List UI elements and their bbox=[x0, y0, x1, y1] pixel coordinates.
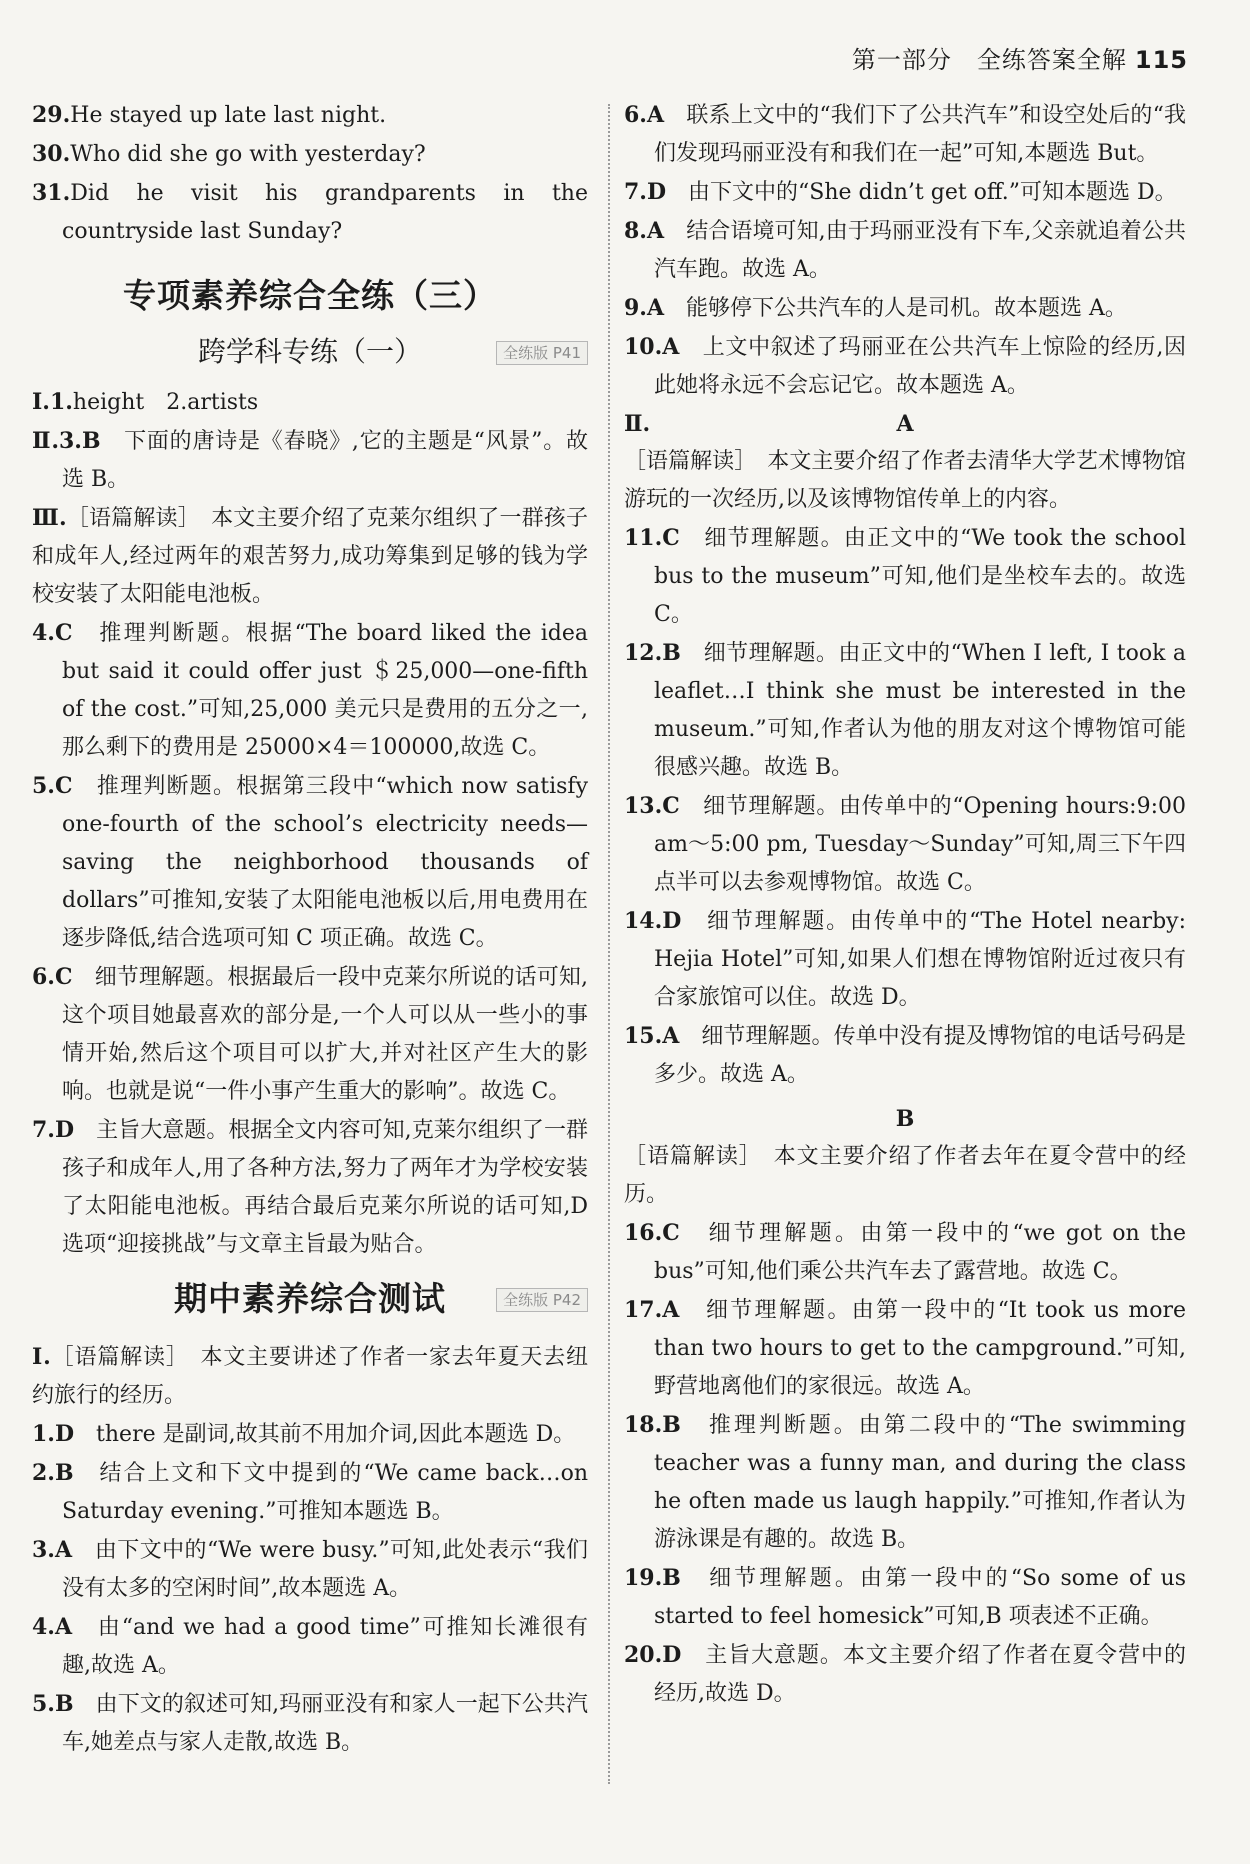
section-2-answers bbox=[32, 1338, 588, 1762]
answer-item: 2.B 结合上文和下文中提到的“We came back…on Saturday evening.”可推知本题选 B。 bbox=[32, 1460, 588, 1524]
page-reference-tag: 全练版 P41 bbox=[496, 341, 588, 365]
section-1-answers bbox=[32, 383, 588, 1264]
answer-item: 7.D 主旨大意题。根据全文内容可知,克莱尔组织了一群孩子和成年人,用了各种方法,努力了两年才为学校安装了太阳能电池板。再结合最后克莱尔所说的话可知,D 选项“迎接挑战”与文章主旨最为贴合。 bbox=[32, 1117, 588, 1257]
answer-item: 16.C 细节理解题。由第一段中的“we got on the bus”可知,他们乘公共汽车去了露营地。故选 C。 bbox=[624, 1220, 1186, 1284]
answer-item: 5.C 推理判断题。根据第三段中“which now satisfy one-fourth of the school’s electricity needs—saving the neighborhood thousands of dollars”可推知,安装了太阳能电池板以后,用电费用在逐步降低,结合选项可知 C 项正确。故选 C。 bbox=[32, 773, 588, 951]
answers-6-10 bbox=[624, 96, 1186, 405]
answers-29-31 bbox=[32, 96, 588, 251]
answer-item: 4.C 推理判断题。根据“The board liked the idea but said it could offer just ＄25,000—one-fifth of the cost.”可知,25,000 美元只是费用的五分之一,那么剩下的费用是 25000×4＝100000,故选 C。 bbox=[32, 620, 588, 760]
answer-item: 13.C 细节理解题。由传单中的“Opening hours:9:00 am～5:00 pm, Tuesday～Sunday”可知,周三下午四点半可以去参观博物馆。故选 C。 bbox=[624, 793, 1186, 895]
passage-a-intro: ［语篇解读］ 本文主要介绍了作者去清华大学艺术博物馆游玩的一次经历,以及该博物馆传单上的内容。 bbox=[624, 449, 1186, 512]
answer-item: 31.Did he visit his grandparents in the countryside last Sunday? bbox=[32, 180, 588, 244]
answer-item: 6.A 联系上文中的“我们下了公共汽车”和设空处后的“我们发现玛丽亚没有和我们在一起”可知,本题选 But。 bbox=[624, 102, 1186, 166]
section-title-2: 期中素养综合测试 bbox=[174, 1279, 446, 1318]
section-title: 第一部分 全练答案全解 bbox=[851, 46, 1127, 74]
answer-item: 20.D 主旨大意题。本文主要介绍了作者在夏令营中的经历,故选 D。 bbox=[624, 1642, 1186, 1706]
subsection-header bbox=[32, 329, 588, 381]
passage-b-label: B bbox=[895, 1106, 915, 1132]
answer-item: 17.A 细节理解题。由第一段中的“It took us more than two hours to get to the campground.”可知,野营地离他们的家很远。故选 A。 bbox=[624, 1297, 1186, 1399]
subsection-title: 跨学科专练（一） bbox=[197, 335, 422, 368]
answer-item: 10.A 上文中叙述了玛丽亚在公共汽车上惊险的经历,因此她将永远不会忘记它。故本题选 A。 bbox=[624, 334, 1186, 398]
answer-item: 5.B 由下文的叙述可知,玛丽亚没有和家人一起下公共汽车,她差点与家人走散,故选 B。 bbox=[32, 1691, 588, 1755]
page-reference-tag: 全练版 P42 bbox=[496, 1288, 588, 1312]
answer-item: Ⅱ.3.B 下面的唐诗是《春晓》,它的主题是“风景”。故选 B。 bbox=[32, 428, 588, 492]
answer-item: 8.A 结合语境可知,由于玛丽亚没有下车,父亲就追着公共汽车跑。故选 A。 bbox=[624, 218, 1186, 282]
answer-item: 7.D 由下文中的“She didn’t get off.”可知本题选 D。 bbox=[624, 179, 1177, 205]
section-header-2 bbox=[32, 1276, 588, 1338]
answer-item: 11.C 细节理解题。由正文中的“We took the school bus to the museum”可知,他们是坐校车去的。故选 C。 bbox=[624, 525, 1186, 627]
answer-item: 3.A 由下文中的“We were busy.”可知,此处表示“我们没有太多的空闲时间”,故本题选 A。 bbox=[32, 1537, 588, 1601]
answer-item: 1.D there 是副词,故其前不用加介词,因此本题选 D。 bbox=[32, 1421, 576, 1447]
left-column bbox=[32, 96, 588, 1762]
passage-b-intro: ［语篇解读］ 本文主要介绍了作者去年在夏令营中的经历。 bbox=[624, 1144, 1186, 1207]
page-number: 115 bbox=[1134, 46, 1188, 74]
answer-item: Ⅰ.［语篇解读］ 本文主要讲述了作者一家去年夏天去纽约旅行的经历。 bbox=[32, 1344, 588, 1408]
answer-item: 14.D 细节理解题。由传单中的“The Hotel nearby: Hejia Hotel”可知,如果人们想在博物馆附近过夜只有合家旅馆可以住。故选 D。 bbox=[624, 908, 1186, 1010]
answer-item: 30.Who did she go with yesterday? bbox=[32, 141, 426, 167]
answer-item: Ⅰ.1.height 2.artists bbox=[32, 389, 259, 415]
answer-item: 4.A 由“and we had a good time”可推知长滩很有趣,故选 A。 bbox=[32, 1614, 588, 1678]
column-divider bbox=[608, 104, 610, 1784]
passage-a-label: A bbox=[896, 411, 914, 437]
answer-item: 18.B 推理判断题。由第二段中的“The swimming teacher was a funny man, and during the class he often made us laugh happily.”可推知,作者认为游泳课是有趣的。故选 B。 bbox=[624, 1412, 1186, 1552]
answer-item: 6.C 细节理解题。根据最后一段中克莱尔所说的话可知,这个项目她最喜欢的部分是,一个人可以从一些小的事情开始,然后这个项目可以扩大,并对社区产生大的影响。也就是说“一件小事产生重大的影响”。故选 C。 bbox=[32, 964, 588, 1104]
answer-item: 19.B 细节理解题。由第一段中的“So some of us started to feel homesick”可知,B 项表述不正确。 bbox=[624, 1565, 1186, 1629]
page-header bbox=[852, 40, 1188, 75]
answer-item: 9.A 能够停下公共汽车的人是司机。故本题选 A。 bbox=[624, 295, 1127, 321]
answer-item: 15.A 细节理解题。传单中没有提及博物馆的电话号码是多少。故选 A。 bbox=[624, 1023, 1186, 1087]
answers-11-15 bbox=[624, 519, 1186, 1094]
answers-16-20 bbox=[624, 1214, 1186, 1713]
section-title-1: 专项素养综合全练（三） bbox=[123, 276, 497, 315]
answer-item: 12.B 细节理解题。由正文中的“When I left, I took a leaflet…I think she must be interested in the museum.”可知,作者认为他的朋友对这个博物馆可能很感兴趣。故选 B。 bbox=[624, 640, 1186, 780]
answer-item: Ⅲ.［语篇解读］ 本文主要介绍了克莱尔组织了一群孩子和成年人,经过两年的艰苦努力,成功筹集到足够的钱为学校安装了太阳能电池板。 bbox=[32, 505, 588, 607]
right-column: 6.A 联系上文中的“我们下了公共汽车”和设空处后的“我们发现玛丽亚没有和我们在一起”可知,本题选 But。 7.D 由下文中的“She didn’t get off.”可知本题选 D。 8.A 结合语境可知,由于玛丽亚没有下车,父亲就追着公共汽车跑。故选 A。 9.A 能够停下公共汽车的人是司机。故本题选 A。 10.A 上文中叙述了玛丽亚在公共汽车上惊险的经历,因此她将永远不会忘记它。故本题选 A。 Ⅱ. A ［语篇解读］ 本文主要介绍了作者去清华大学艺术博物馆游玩的一次经历,以及该博物馆传单上的内容。 11.C 细节理解题。由正文中的“We took the school bus to the museum”可知,他们是坐校车去的。故选 C。 12.B 细节理解题。由正文中的“When I left, I took a leaflet…I think she must be interested in the museum.”可知,作者认为他的朋友对这个博物馆可能很感兴趣。故选 B。 13.C 细节理解题。由传单中的“Opening hours:9:00 am～5:00 pm, Tuesday～Sunday”可知,周三下午四点半可以去参观博物馆。故选 C。 14.D 细节理解题。由传单中的“The Hotel nearby: Hejia Hotel”可知,如果人们想在博物馆附近过夜只有合家旅馆可以住。故选 D。 15.A 细节理解题。传单中没有提及博物馆的电话号码是多少。故选 A。 B ［语篇解读］ 本文主要介绍了作者去年在夏令营中的经历。 16.C 细节理解题。由第一段中的“we got on the bus”可知,他们乘公共汽车去了露营地。故选 C。 17.A 细节理解题。由第一段中的“It took us more than two hours to get to the campground.”可知,野营地离他们的家很远。故选 A。 18.B 推理判断题。由第二段中的“The swimming teacher was a funny man, and during the class he often made us laugh happily.”可推知,作者认为游泳课是有趣的。故选 B。 19.B 细节理解题。由第一段中的“So some of us started to feel homesick”可知,B 项表述不正确。 20.D 主旨大意题。本文主要介绍了作者在夏令营中的经历,故选 D。 bbox=[624, 96, 1186, 1713]
answer-item: 29.He stayed up late last night. bbox=[32, 102, 387, 128]
